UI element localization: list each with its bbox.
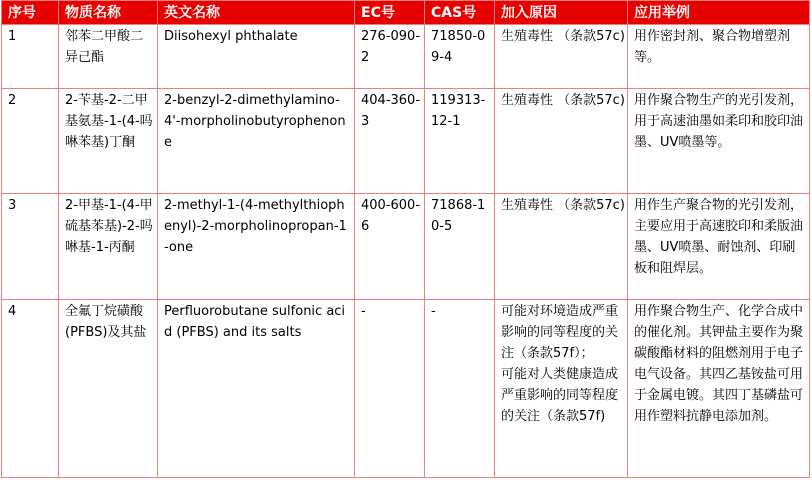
cell-use: 用作聚合物生产的光引发剂，用于高速油墨如柔印和胶印油墨、UV喷墨等。 [628,89,810,194]
header-no: 序号 [2,1,59,25]
cell-ec: 400-600-6 [355,194,425,300]
cell-use: 用作密封剂、聚合物增塑剂等。 [628,25,810,89]
cell-name-cn: 2-甲基-1-(4-甲硫基苯基)-2-吗啉基-1-丙酮 [59,194,158,300]
cell-reason: 生殖毒性 （条款57c) [495,25,628,89]
cell-no: 1 [2,25,59,89]
cell-name-cn: 邻苯二甲酸二异己酯 [59,25,158,89]
cell-name-en: Diisohexyl phthalate [158,25,355,89]
cell-reason: 可能对环境造成严重影响的同等程度的关注（条款57f）； 可能对人类健康造成严重影响的同等程度的关注（条款57f) [495,300,628,478]
header-cas: CAS号 [425,1,495,25]
cell-reason: 生殖毒性 （条款57c) [495,89,628,194]
cell-name-en: 2-methyl-1-(4-methylthiophenyl)-2-morpholinopropan-1-one [158,194,355,300]
cell-cas: 71850-09-4 [425,25,495,89]
table-row [2,300,810,478]
header-row [2,1,810,25]
cell-name-cn: 2-苄基-2-二甲基氨基-1-(4-吗啉苯基)丁酮 [59,89,158,194]
table-row [2,194,810,300]
table-row [2,25,810,89]
header-ec: EC号 [355,1,425,25]
cell-name-en: Perfluorobutane sulfonic acid (PFBS) and its salts [158,300,355,478]
cell-reason: 生殖毒性 （条款57c) [495,194,628,300]
cell-ec: 276-090-2 [355,25,425,89]
table-row [2,89,810,194]
substance-table [1,0,810,478]
header-name-en: 英文名称 [158,1,355,25]
cell-name-en: 2-benzyl-2-dimethylamino-4'-morpholinobutyrophenone [158,89,355,194]
cell-ec: 404-360-3 [355,89,425,194]
cell-cas: 71868-10-5 [425,194,495,300]
cell-cas: 119313-12-1 [425,89,495,194]
cell-no: 3 [2,194,59,300]
cell-ec: - [355,300,425,478]
header-reason: 加入原因 [495,1,628,25]
cell-use: 用作聚合物生产、化学合成中的催化剂。其钾盐主要作为聚碳酸酯材料的阻燃剂用于电子电气设备。其四乙基铵盐可用于金属电镀。其四丁基磷盐可用作塑料抗静电添加剂。 [628,300,810,478]
cell-no: 4 [2,300,59,478]
cell-use: 用作生产聚合物的光引发剂，主要应用于高速胶印和柔版油墨、UV喷墨、耐蚀剂、印刷板和阻焊层。 [628,194,810,300]
cell-name-cn: 全氟丁烷磺酸(PFBS)及其盐 [59,300,158,478]
header-use: 应用举例 [628,1,810,25]
cell-no: 2 [2,89,59,194]
header-name-cn: 物质名称 [59,1,158,25]
cell-cas: - [425,300,495,478]
